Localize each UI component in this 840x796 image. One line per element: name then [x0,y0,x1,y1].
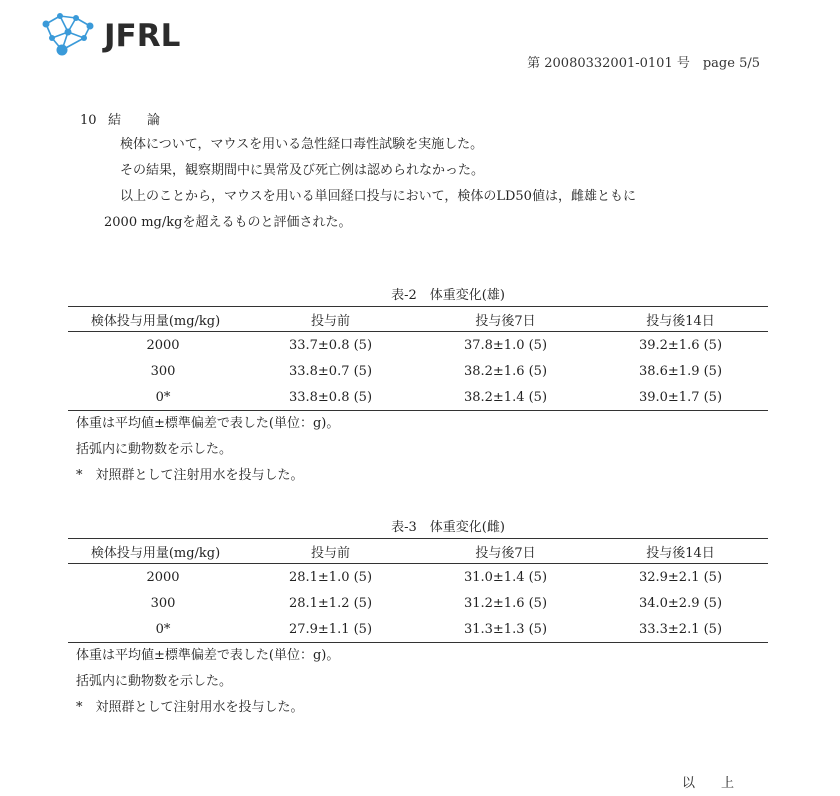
section-title: 結 論 [108,113,161,128]
table-row [68,384,768,411]
section-heading [80,110,780,132]
table-cell: 31.3±1.3 (5) [418,616,593,643]
company-logo [38,8,208,64]
table-cell: 37.8±1.0 (5) [463,337,548,353]
table-cell: 2000 [146,569,180,585]
conclusion-paragraph: その結果，観察期間中に異常及び死亡例は認められなかった。 [120,163,485,178]
table-cell: 31.0±1.4 (5) [463,569,548,585]
table-cell: 33.7±0.8 (5) [288,337,373,353]
table-row [68,358,768,384]
table-cell: 2000 [146,337,180,353]
table-cell: 33.8±0.7 (5) [288,363,373,379]
table-cell: 38.6±1.9 (5) [638,363,723,379]
column-header: 投与後14日 [593,307,768,332]
column-header: 投与後7日 [418,539,593,564]
table-cell: 38.2±1.4 (5) [418,384,593,411]
table-note: 体重は平均値±標準偏差で表した(単位：g)。 [76,648,340,663]
table-cell: 34.0±2.9 (5) [638,595,723,611]
body-weight-table-female [68,538,768,643]
table-note: * 対照群として注射用水を投与した。 [76,468,304,483]
table-cell: 39.2±1.6 (5) [638,337,723,353]
column-header: 投与後14日 [593,539,768,564]
table-row [68,564,768,591]
column-header: 検体投与用量(mg/kg) [68,539,243,564]
table-caption: 表-3 体重変化(雌) [391,520,505,535]
conclusion-paragraph-continuation: 2000 mg/kgを超えるものと評価された。 [104,215,352,230]
table-cell: 32.9±2.1 (5) [638,569,723,585]
column-header: 投与前 [243,307,418,332]
body-weight-table-male [68,306,768,411]
table-row [68,332,768,359]
document-number: 第 20080332001-0101 号 page 5/5 [527,56,760,71]
table-cell: 39.0±1.7 (5) [593,384,768,411]
table-cell: 27.9±1.1 (5) [243,616,418,643]
network-logo-icon [38,10,100,62]
section-number: 10 [80,113,97,128]
table-note: 括弧内に動物数を示した。 [76,442,233,457]
table-cell: 28.1±1.0 (5) [288,569,373,585]
table-header-row [68,539,768,564]
table-cell: 300 [150,595,176,611]
table-row [68,616,768,643]
table-2 [68,286,768,489]
table-cell: 28.1±1.2 (5) [288,595,373,611]
conclusion-paragraph: 以上のことから，マウスを用いる単回経口投与において，検体のLD50値は，雌雄ともに [120,189,636,204]
table-cell: 38.2±1.6 (5) [463,363,548,379]
table-note: * 対照群として注射用水を投与した。 [76,700,304,715]
table-row [68,590,768,616]
conclusion-section [80,110,780,236]
table-note: 括弧内に動物数を示した。 [76,674,233,689]
table-cell: 0* [68,616,243,643]
table-caption: 表-2 体重変化(雄) [391,288,505,303]
table-cell: 0* [68,384,243,411]
table-cell: 33.3±2.1 (5) [593,616,768,643]
table-3 [68,518,768,721]
logo-text: JFRL [104,18,181,54]
table-cell: 300 [150,363,176,379]
table-note: 体重は平均値±標準偏差で表した(単位：g)。 [76,416,340,431]
table-cell: 31.2±1.6 (5) [463,595,548,611]
table-cell: 33.8±0.8 (5) [243,384,418,411]
column-header: 投与後7日 [418,307,593,332]
end-mark: 以上 [681,776,760,791]
column-header: 検体投与用量(mg/kg) [68,307,243,332]
column-header: 投与前 [243,539,418,564]
table-header-row [68,307,768,332]
conclusion-paragraph: 検体について，マウスを用いる急性経口毒性試験を実施した。 [120,137,484,152]
